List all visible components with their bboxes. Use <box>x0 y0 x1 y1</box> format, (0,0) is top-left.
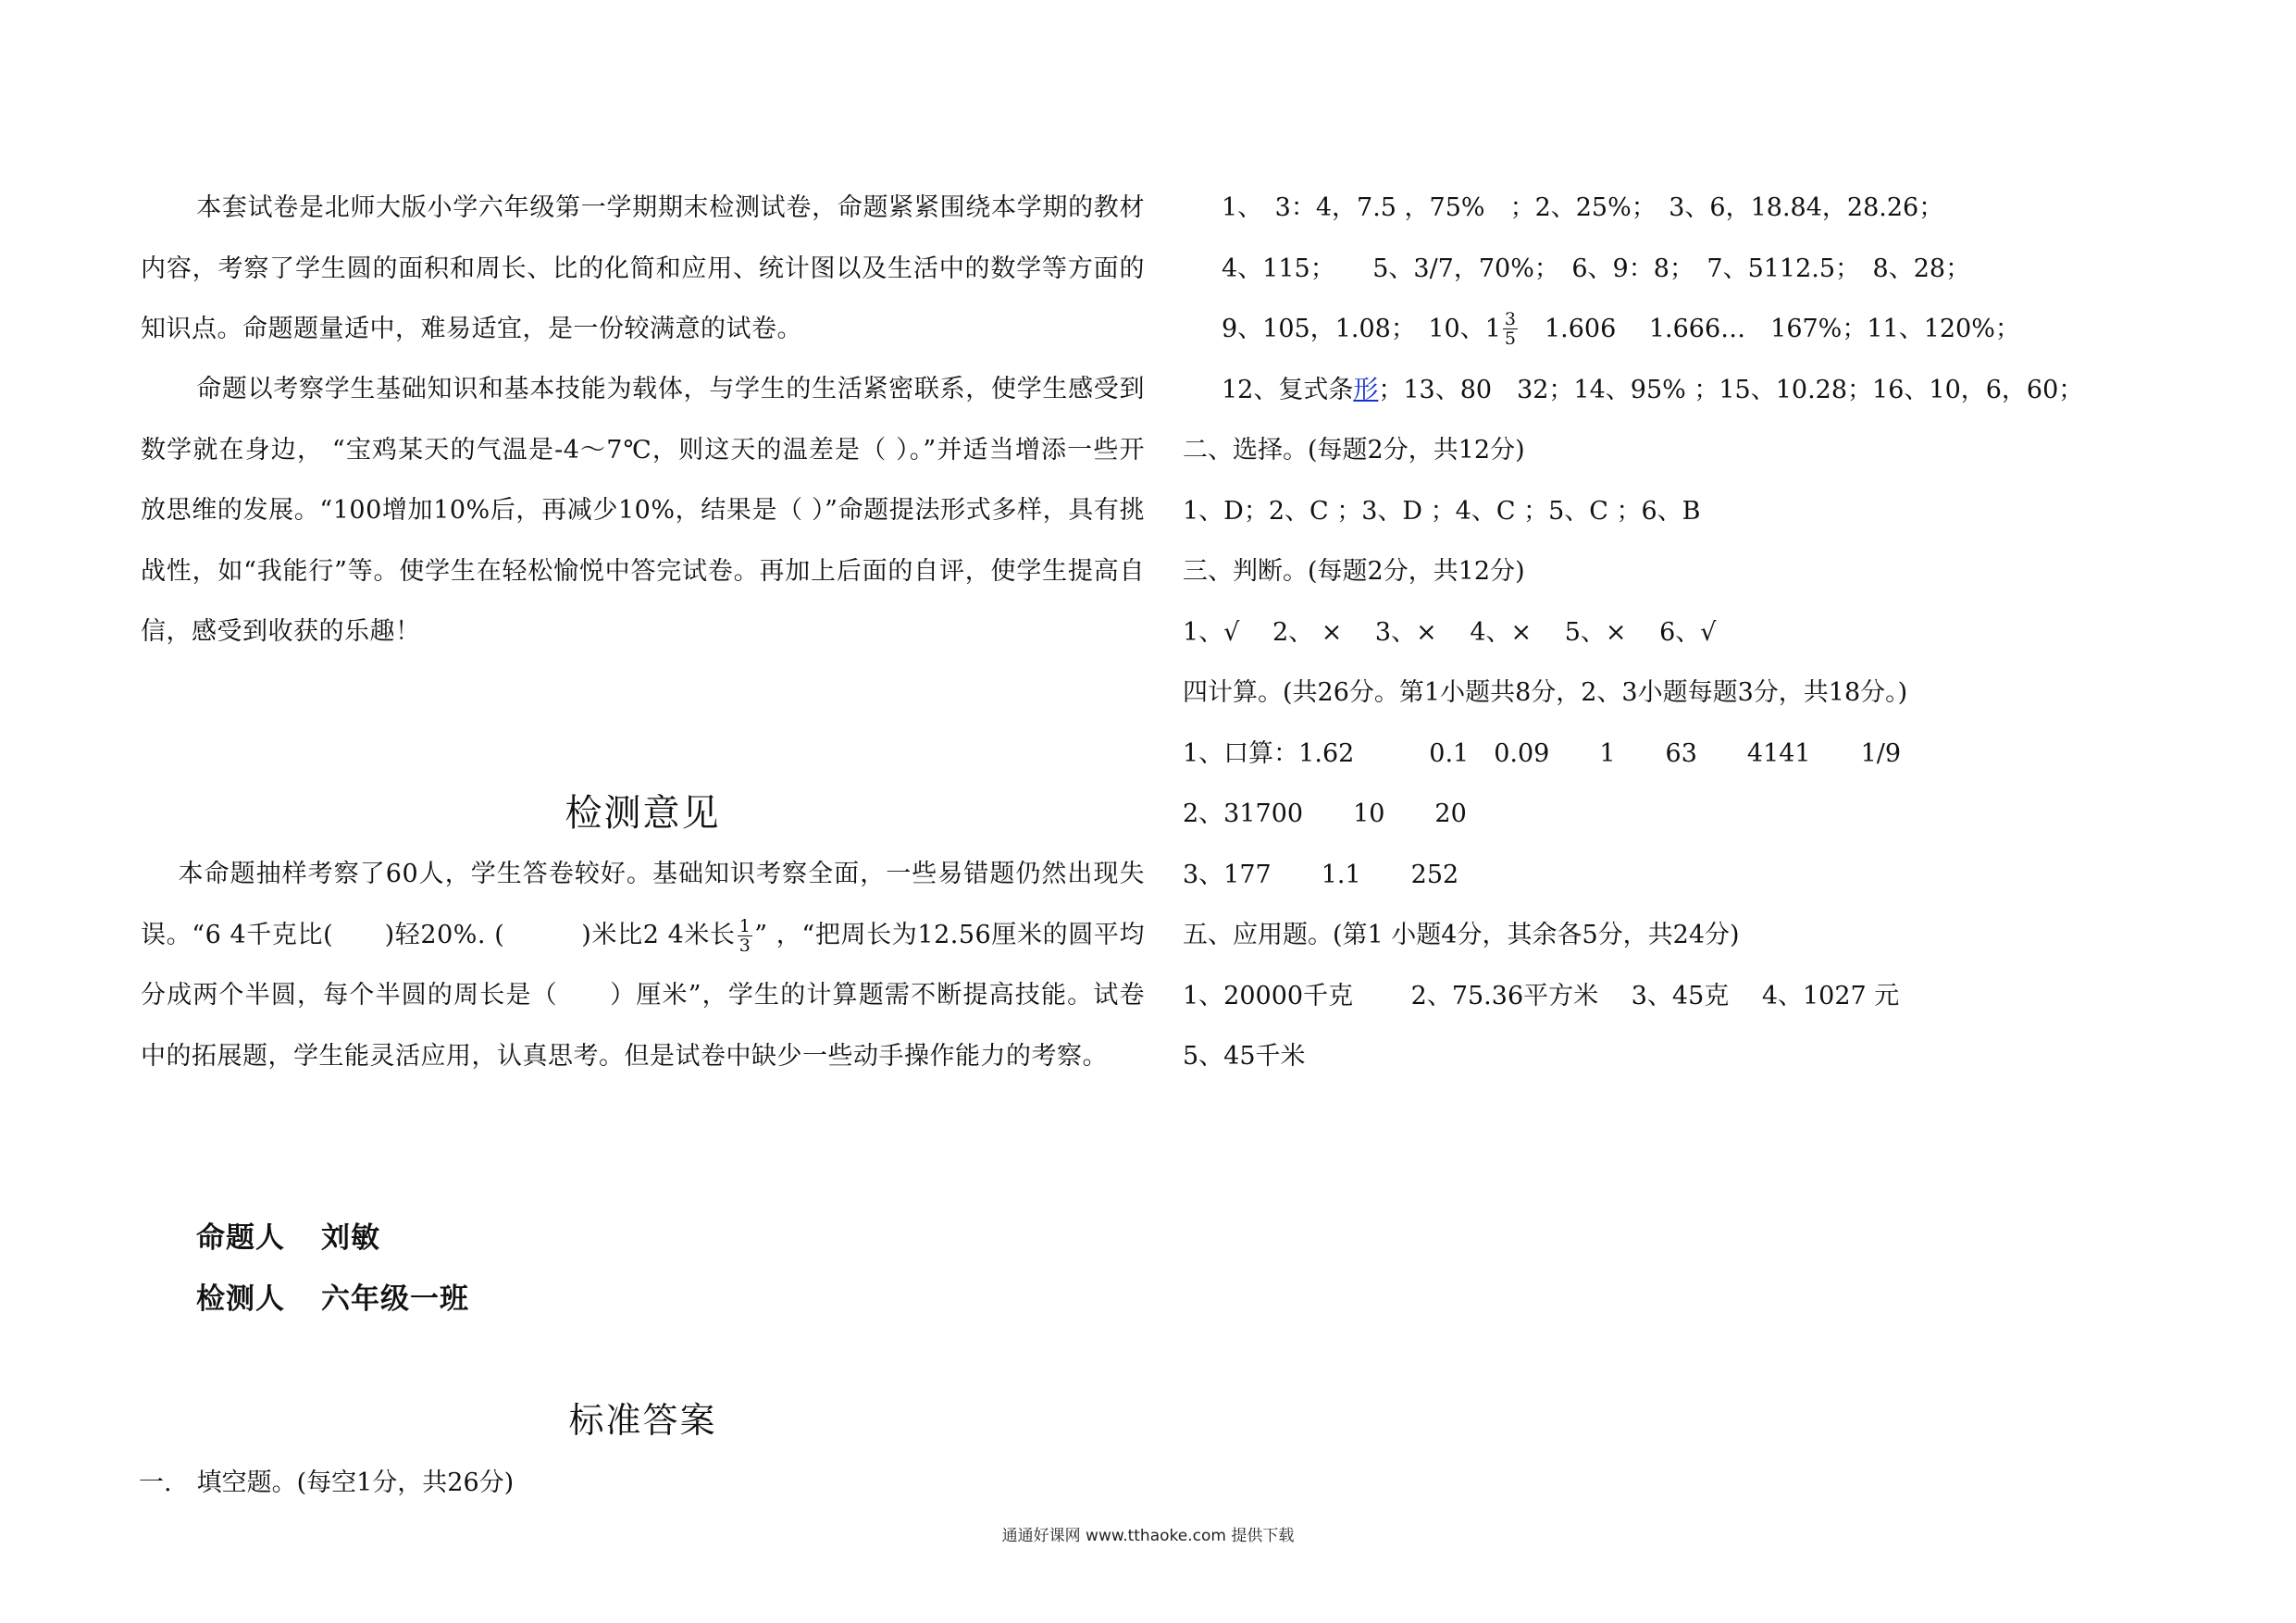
tester-line <box>196 1275 469 1317</box>
fill-answers-row-1: 1、 3：4，7.5 ，75% ；2、25%； 3、6，18.84，28.26； <box>1222 193 1944 222</box>
intro-paragraph-2-text: 命题以考察学生基础知识和基本技能为载体，与学生的生活紧密联系，使学生感受到数学就在身边， “宝鸡某天的气温是-4～7℃，则这天的温差是（ ）。”并适当增添一些开放思维的发展。“100增加10%后，再减少10%，结果是（ ）”命题提法形式多样，具有挑战性，如“我能行”等。使学生在轻松愉悦中答完试卷。再加上后面的自评，使学生提高自信，感受到收获的乐趣！ <box>141 375 1145 646</box>
fill-answers-row-3 <box>1183 299 2275 360</box>
mixed-numerator: 3 <box>1504 309 1516 330</box>
section-5-heading: 五、应用题。(第1 小题4分，其余各5分，共24分) <box>1183 921 1740 949</box>
choice-answers: 1、D；2、C ；3、D ；4、C ；5、C ；6、B <box>1183 496 1701 526</box>
fraction-denominator: 3 <box>738 935 751 956</box>
fill-answers-row-2: 4、115； 5、3/7，70%； 6、9：8； 7、5112.5； 8、28； <box>1222 254 1971 283</box>
intro-paragraph-2 <box>141 359 1145 663</box>
mixed-whole: 1 <box>1484 315 1501 343</box>
review-text-start: 本命题抽样考察了60人，学生答卷较好。基础知识考察全面，一些易错题仍然出现失误。“6 4千克比( )轻20%. ( )米比2 4米长 <box>141 860 1145 949</box>
section-3-heading: 三、判断。(每题2分，共12分) <box>1183 557 1525 586</box>
intro-paragraph-1 <box>141 178 1145 360</box>
mixed-denominator: 5 <box>1504 328 1516 350</box>
review-text-end: ” ，“把周长为12.56厘米的圆平均分成两个半圆，每个半圆的周长是（ ）厘米”，学生的计算题需不断提高技能。试卷中的拓展题，学生能灵活应用，认真思考。但是试卷中缺少一些动手操作能力的考察。 <box>141 920 1145 1071</box>
calc-answers-2: 2、31700 10 20 <box>1183 799 1467 828</box>
hyperlink-text[interactable]: 形 <box>1353 375 1379 404</box>
mixed-fraction <box>1503 310 1518 348</box>
application-answers-2: 5、45千米 <box>1183 1042 1306 1071</box>
answers-title: 标准答案 <box>568 1400 717 1441</box>
author-name: 刘敏 <box>321 1221 380 1255</box>
right-column <box>1183 178 2275 1087</box>
author-line <box>196 1214 380 1256</box>
section-1-heading: 一. 填空题。(每空1分，共26分) <box>139 1468 515 1497</box>
section-4-heading: 四计算。(共26分。第1小题共8分，2、3小题每题3分，共18分。) <box>1183 678 1908 707</box>
fill-row-4-start: 12、复式条 <box>1222 375 1354 404</box>
fraction-one-third <box>738 917 753 955</box>
fraction-numerator: 1 <box>738 915 751 936</box>
tester-label: 检测人 <box>196 1282 285 1316</box>
intro-paragraph-1-text: 本套试卷是北师大版小学六年级第一学期期末检测试卷，命题紧紧围绕本学期的教材内容，考察了学生圆的面积和周长、比的化简和应用、统计图以及生活中的数学等方面的知识点。命题题量适中，难易适宜，是一份较满意的试卷。 <box>141 193 1145 343</box>
author-label: 命题人 <box>196 1221 285 1255</box>
review-title: 检测意见 <box>565 792 721 835</box>
fill-row-4-end: ；13、80 32；14、95% ；15、10.28；16、10，6，60； <box>1378 375 2084 404</box>
application-answers-1: 1、20000千克 2、75.36平方米 3、45克 4、1027 元 <box>1183 981 1900 1010</box>
fill-answers-row-4 <box>1183 360 2275 421</box>
tester-name: 六年级一班 <box>321 1282 469 1316</box>
calc-answers-3: 3、177 1.1 252 <box>1183 860 1459 889</box>
mixed-number-one-three-fifths <box>1485 299 1520 360</box>
section-2-heading: 二、选择。(每题2分，共12分) <box>1183 436 1525 465</box>
fill-row-3-end: 1.606 1.666… 167%；11、120%； <box>1519 315 2020 343</box>
judge-answers: 1、√ 2、 × 3、× 4、× 5、× 6、√ <box>1183 617 1717 647</box>
calc-answers-1: 1、口算：1.62 0.1 0.09 1 63 4141 1/9 <box>1183 738 1902 768</box>
review-paragraph <box>141 844 1145 1086</box>
fill-row-3-start: 9、105，1.08； 10、 <box>1222 315 1485 343</box>
page-footer: 通通好课网 www.tthaoke.com 提供下载 <box>1001 1527 1295 1545</box>
